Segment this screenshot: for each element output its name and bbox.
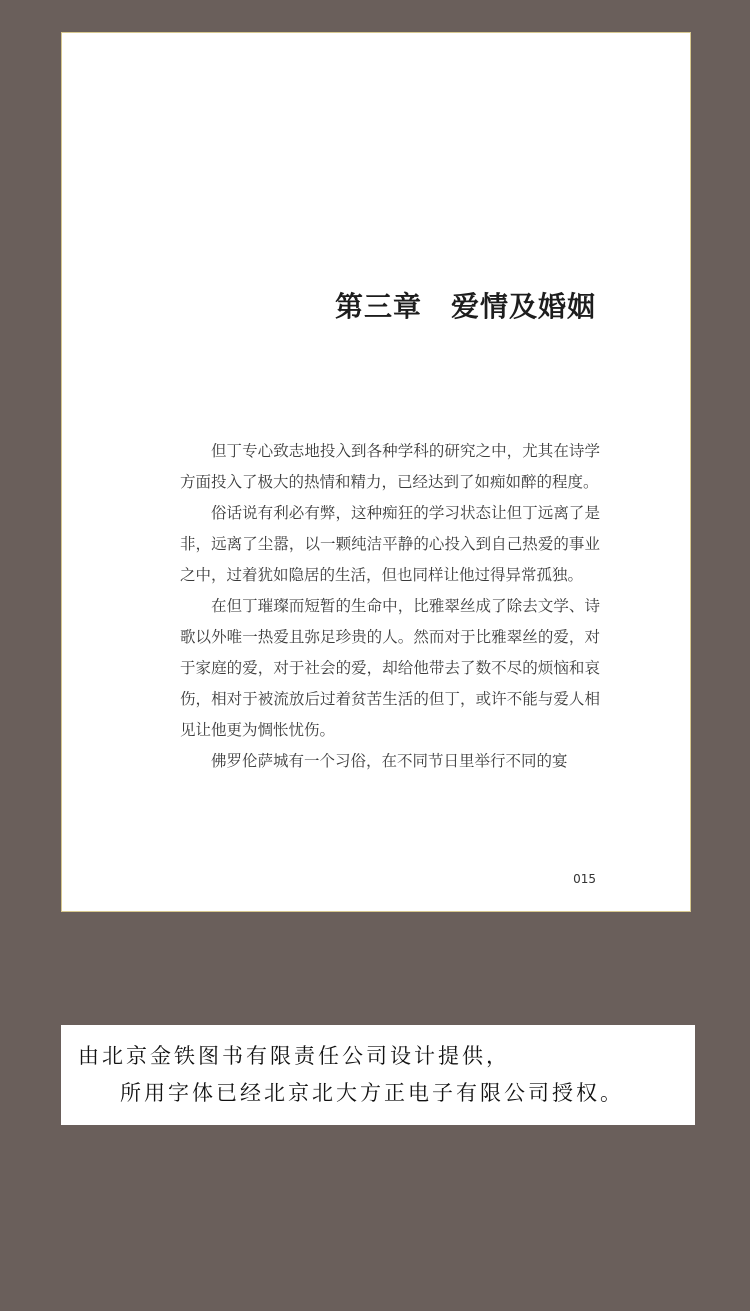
chapter-title: 第三章 爱情及婚姻 bbox=[334, 290, 596, 323]
page-body-text bbox=[180, 436, 600, 777]
paragraph: 佛罗伦萨城有一个习俗，在不同节日里举行不同的宴 bbox=[211, 752, 568, 770]
credit-line-1: 由北京金铁图书有限责任公司设计提供， bbox=[78, 1044, 510, 1068]
paragraph: 在但丁璀璨而短暂的生命中，比雅翠丝成了除去文学、诗歌以外唯一热爱且弥足珍贵的人。然而对于比雅翠丝的爱，对于家庭的爱，对于社会的爱，却给他带去了数不尽的烦恼和哀伤，相对于被流放后过着贫苦生活的但丁，或许不能与爱人相见让他更为惆怅忧伤。 bbox=[180, 597, 600, 739]
paragraph: 但丁专心致志地投入到各种学科的研究之中，尤其在诗学方面投入了极大的热情和精力，已经达到了如痴如醉的程度。 bbox=[180, 442, 600, 491]
page-number: 015 bbox=[573, 872, 596, 886]
paragraph: 俗话说有利必有弊，这种痴狂的学习状态让但丁远离了是非，远离了尘嚣，以一颗纯洁平静的心投入到自己热爱的事业之中，过着犹如隐居的生活，但也同样让他过得异常孤独。 bbox=[180, 504, 600, 584]
credit-line-2: 所用字体已经北京北大方正电子有限公司授权。 bbox=[120, 1081, 624, 1105]
book-page bbox=[61, 32, 691, 912]
copyright-credit-box bbox=[61, 1025, 695, 1125]
